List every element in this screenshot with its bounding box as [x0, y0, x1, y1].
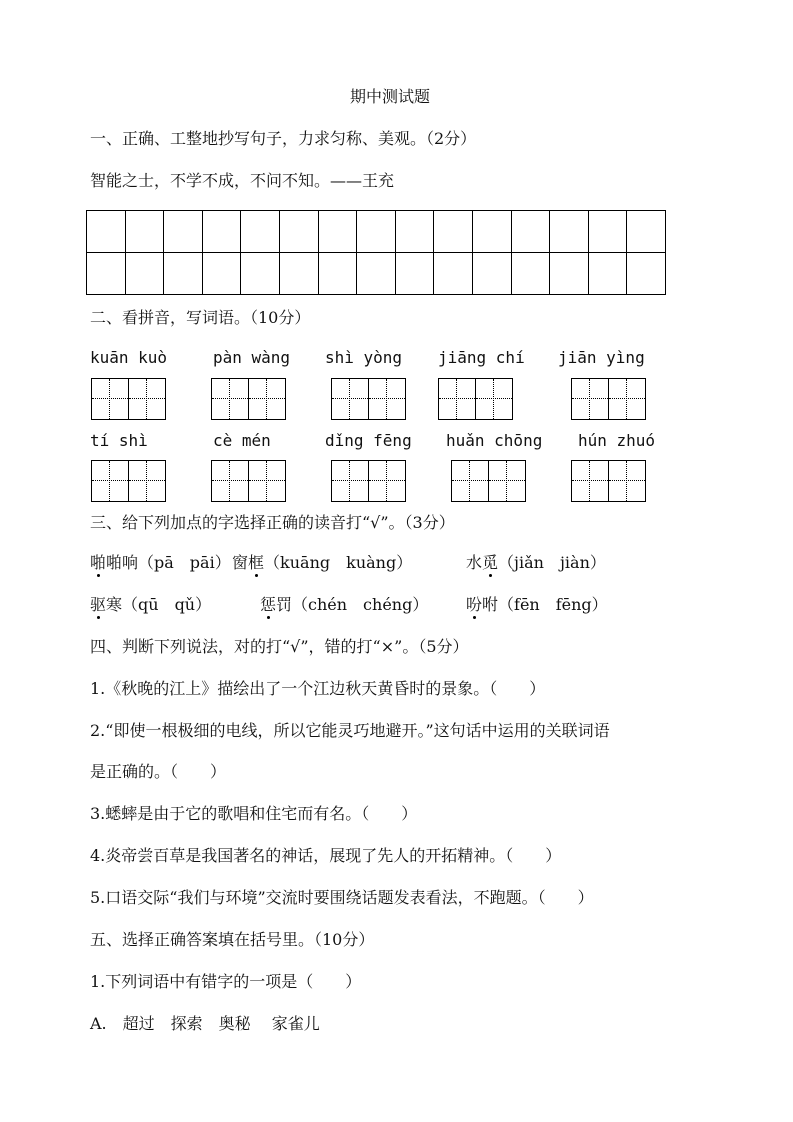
grid-cell[interactable] [248, 379, 285, 419]
reading-item [90, 595, 211, 615]
item-options: （kuāng kuàng） [264, 553, 413, 572]
pinyin-label: cè mén [213, 431, 271, 450]
item-options: 咐（fēn fēng） [482, 595, 608, 614]
grid-cell[interactable] [368, 461, 405, 501]
reading-item [260, 595, 428, 615]
grid-cell[interactable] [332, 379, 368, 419]
pinyin-label: shì yòng [325, 348, 403, 367]
item-options: 寒（qū qǔ） [106, 595, 212, 614]
reading-item [466, 553, 606, 573]
grid-cell[interactable] [248, 461, 285, 501]
dotted-char: 驱 [90, 595, 107, 614]
grid-cell[interactable] [212, 379, 248, 419]
question-1: 1.下列词语中有错字的一项是（ ） [90, 972, 362, 991]
tian-grid-box[interactable] [91, 460, 166, 502]
pinyin-label: kuān kuò [90, 348, 168, 367]
grid-cell[interactable] [92, 379, 128, 419]
pinyin-label: hún zhuó [578, 431, 656, 450]
grid-cell[interactable] [572, 379, 608, 419]
section-1-heading: 一、正确、工整地抄写句子，力求匀称、美观。（2分） [90, 129, 477, 148]
item-prefix: 窗 [232, 553, 249, 572]
item-options: （jiǎn jiàn） [498, 553, 606, 572]
dotted-char: 框 [248, 553, 265, 572]
pinyin-label: dǐng fēng [325, 431, 412, 450]
tian-grid-box[interactable] [211, 460, 286, 502]
tian-grid-box[interactable] [451, 460, 526, 502]
item-options: 罚（chén chéng） [276, 595, 429, 614]
grid-cell[interactable] [572, 461, 608, 501]
tian-grid-box[interactable] [211, 378, 286, 420]
pinyin-label: pàn wàng [213, 348, 291, 367]
judge-line: 4.炎帝尝百草是我国著名的神话，展现了先人的开拓精神。（ ） [90, 846, 562, 865]
tian-grid-box[interactable] [91, 378, 166, 420]
dotted-char: 觅 [482, 553, 499, 572]
tian-grid-box[interactable] [331, 378, 406, 420]
judge-line: 5.口语交际“我们与环境”交流时要围绕话题发表看法，不跑题。（ ） [90, 888, 594, 907]
grid-cell[interactable] [368, 379, 405, 419]
section-3-heading: 三、给下列加点的字选择正确的读音打“√”。（3分） [90, 513, 455, 532]
grid-cell[interactable] [439, 379, 475, 419]
section-2-heading: 二、看拼音，写词语。（10分） [90, 308, 311, 327]
grid-cell[interactable] [92, 461, 128, 501]
pinyin-label: huǎn chōng [446, 431, 543, 450]
item-options: 啪响（pā pāi） [106, 553, 231, 572]
tian-grid-box[interactable] [571, 378, 646, 420]
grid-cell[interactable] [212, 461, 248, 501]
copy-sentence: 智能之士，不学不成，不问不知。——王充 [90, 171, 395, 190]
dotted-char: 啪 [90, 553, 107, 572]
grid-cell[interactable] [332, 461, 368, 501]
reading-item [90, 553, 231, 573]
dotted-char: 吩 [466, 595, 483, 614]
pinyin-label: tí shì [90, 431, 148, 450]
reading-item [232, 553, 412, 573]
reading-item [466, 595, 608, 615]
grid-cell[interactable] [452, 461, 488, 501]
option-a: A. 超过 探索 奥秘 家雀儿 [90, 1014, 320, 1033]
tian-grid-box[interactable] [331, 460, 406, 502]
writing-grid[interactable] [86, 210, 666, 295]
judge-line: 3.蟋蟀是由于它的歌唱和住宅而有名。（ ） [90, 804, 418, 823]
judge-line: 是正确的。（ ） [90, 762, 227, 781]
pinyin-label: jiāng chí [438, 348, 525, 367]
judge-line: 1.《秋晚的江上》描绘出了一个江边秋天黄昏时的景象。（ ） [90, 679, 546, 698]
pinyin-label: jiān yìng [558, 348, 645, 367]
grid-cell[interactable] [475, 379, 512, 419]
judge-line: 2.“即使一根极细的电线，所以它能灵巧地避开。”这句话中运用的关联词语 [90, 721, 610, 740]
section-4-heading: 四、判断下列说法，对的打“√”，错的打“×”。（5分） [90, 637, 469, 656]
grid-cell[interactable] [128, 461, 165, 501]
item-prefix: 水 [466, 553, 483, 572]
dotted-char: 惩 [260, 595, 277, 614]
page-title: 期中测试题 [350, 87, 431, 106]
section-5-heading: 五、选择正确答案填在括号里。（10分） [90, 930, 375, 949]
grid-cell[interactable] [608, 461, 645, 501]
grid-cell[interactable] [488, 461, 525, 501]
tian-grid-box[interactable] [571, 460, 646, 502]
grid-cell[interactable] [128, 379, 165, 419]
grid-cell[interactable] [608, 379, 645, 419]
tian-grid-box[interactable] [438, 378, 513, 420]
